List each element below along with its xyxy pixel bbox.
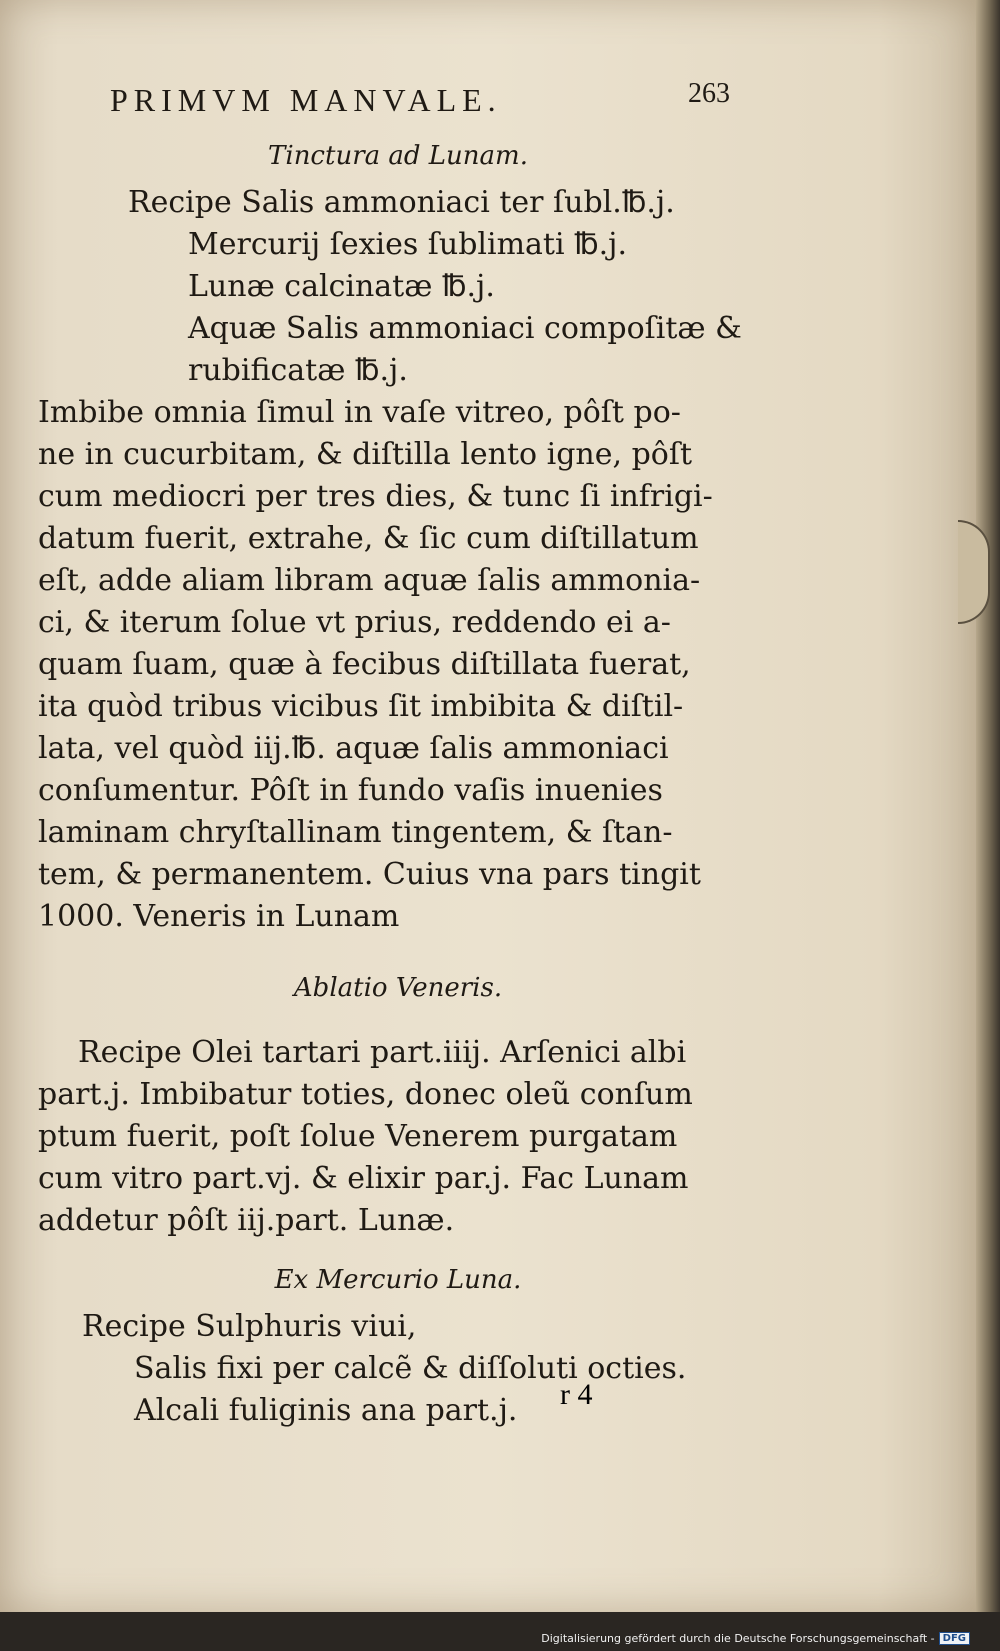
text-line: datum fuerit, extrahe, & ſic cum diſtillatum (38, 521, 699, 556)
spacer (38, 1242, 758, 1260)
text-line: cum vitro part.vj. & elixir par.j. Fac Lunam (38, 1161, 689, 1196)
text-line: 1000. Veneris in Lunam (38, 899, 400, 934)
text-line: Lunæ calcinatæ ℔.j. (188, 269, 495, 304)
credit-text: Digitalisierung gefördert durch die Deutsche Forschungsgemeinschaft - (541, 1632, 935, 1645)
text-line: ne in cucurbitam, & diſtilla lento igne, pôſt (38, 437, 693, 472)
page-edge (976, 0, 1000, 1612)
section-ex-mercurio (38, 1260, 758, 1432)
text-line: addetur pôſt iij.part. Lunæ. (38, 1203, 455, 1238)
section-tinctura (38, 136, 758, 938)
text-line: Mercurij ſexies ſublimati ℔.j. (188, 227, 628, 262)
text-line: Recipe Sulphuris viui, (82, 1309, 417, 1344)
section-heading: Ex Mercurio Luna. (274, 1265, 522, 1295)
text-line: conſumentur. Pôſt in fundo vaſis inuenies (38, 773, 663, 808)
running-head (38, 78, 758, 136)
page-text (38, 78, 758, 1432)
running-title: PRIMVM MANVALE. (110, 82, 502, 118)
signature-mark: r 4 (560, 1378, 593, 1411)
text-line: cum mediocri per tres dies, & tunc ſi infrigi- (38, 479, 713, 514)
text-line: Recipe Olei tartari part.iiij. Arſenici albi (78, 1035, 687, 1070)
text-line: Alcali fuliginis ana part.j. (134, 1393, 518, 1428)
page-number: 263 (688, 78, 730, 109)
section-ablatio (38, 968, 758, 1242)
spacer (38, 1014, 758, 1032)
section-heading: Tinctura ad Lunam. (268, 141, 528, 171)
text-line: Imbibe omnia ſimul in vaſe vitreo, pôſt po- (38, 395, 681, 430)
text-line: Recipe Salis ammoniaci ter ſubl.℔.j. (128, 185, 675, 220)
text-line: lata, vel quòd iij.℔. aquæ ſalis ammoniaci (38, 731, 669, 766)
digitization-credit (541, 1632, 970, 1645)
spacer (38, 938, 758, 968)
text-line: tem, & permanentem. Cuius vna pars tingit (38, 857, 701, 892)
text-line: ptum fuerit, poſt ſolue Venerem purgatam (38, 1119, 678, 1154)
section-heading: Ablatio Veneris. (293, 973, 503, 1003)
text-line: ci, & iterum ſolue vt prius, reddendo ei a- (38, 605, 671, 640)
text-line: Aquæ Salis ammoniaci compoſitæ & (188, 311, 742, 346)
text-line: part.j. Imbibatur toties, donec oleũ conſum (38, 1077, 693, 1112)
text-line: rubificatæ ℔.j. (188, 353, 408, 388)
text-line: laminam chryſtallinam tingentem, & ſtan- (38, 815, 673, 850)
text-line: eſt, adde aliam libram aquæ ſalis ammonia- (38, 563, 701, 598)
dfg-logo-icon: DFG (939, 1632, 970, 1645)
text-line: quam ſuam, quæ à fecibus diſtillata fuerat, (38, 647, 691, 682)
text-line: Salis fixi per calcẽ & diſſoluti octies. (134, 1351, 687, 1386)
text-line: ita quòd tribus vicibus ſit imbibita & diſtil- (38, 689, 684, 724)
page-tab (958, 520, 990, 624)
